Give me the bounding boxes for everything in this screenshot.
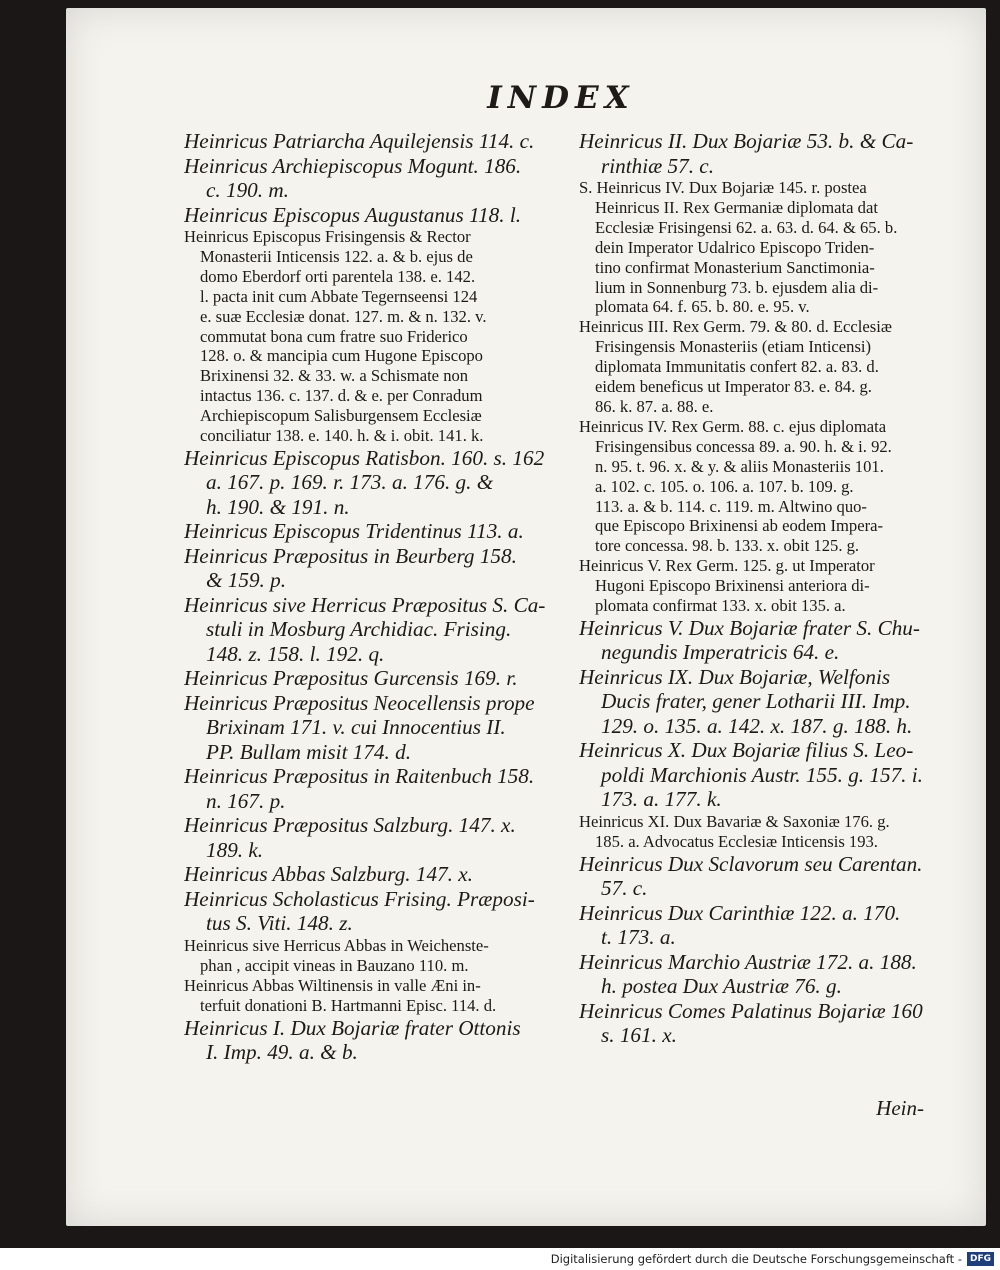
index-entry-line: n. 95. t. 96. x. & y. & aliis Monasteriis 101. [595, 456, 884, 476]
index-entry-line: Heinricus Abbas Salzburg. 147. x. [184, 862, 473, 887]
index-entry [184, 544, 556, 593]
index-entry [184, 446, 556, 520]
index-entry-line: intactus 136. c. 137. d. & e. per Conradum [200, 386, 483, 406]
index-entry [579, 616, 957, 665]
index-entry [579, 178, 957, 317]
index-entry-line: plomata confirmat 133. x. obit 135. a. [595, 596, 846, 616]
index-entry-line: Frisingensis Monasteriis (etiam Inticensi) [595, 337, 872, 357]
index-entry-line: 173. a. 177. k. [601, 787, 722, 812]
index-entry-line: conciliatur 138. e. 140. h. & i. obit. 141. k. [200, 426, 484, 446]
index-entry [579, 317, 957, 417]
index-entry-line: Heinricus II. Dux Bojariæ 53. b. & Ca- [579, 129, 914, 153]
index-entry [579, 812, 957, 852]
index-entry [184, 887, 556, 936]
index-entry-line: Heinricus V. Rex Germ. 125. g. ut Imperator [579, 556, 875, 576]
index-entry-line: Heinricus Episcopus Tridentinus 113. a. [184, 519, 524, 544]
index-entry-line: 57. c. [601, 876, 648, 901]
index-entry-line: stuli in Mosburg Archidiac. Frising. [206, 617, 512, 642]
index-entry-line: e. suæ Ecclesiæ donat. 127. m. & n. 132. v. [200, 306, 487, 326]
index-entry-line: 189. k. [206, 837, 264, 862]
index-entry-line: Heinricus Patriarcha Aquilejensis 114. c. [184, 129, 535, 153]
index-entry [184, 666, 556, 691]
index-entry [184, 129, 556, 154]
index-entry [184, 154, 556, 203]
index-entry-line: eidem beneficus ut Imperator 83. e. 84. g. [595, 377, 872, 397]
index-entry-line: 86. k. 87. a. 88. e. [595, 396, 714, 416]
index-entry-line: PP. Bullam misit 174. d. [206, 739, 412, 764]
index-entry-line: s. 161. x. [601, 1023, 677, 1048]
index-entry [184, 764, 556, 813]
index-entry-line: Heinricus Episcopus Frisingensis & Rector [184, 227, 471, 246]
index-entry [579, 417, 957, 556]
index-entry-line: a. 167. p. 169. r. 173. a. 176. g. & [206, 470, 494, 495]
index-entry-line: terfuit donationi B. Hartmanni Episc. 114. d. [200, 995, 497, 1015]
index-entry-line: 185. a. Advocatus Ecclesiæ Inticensis 193. [595, 831, 878, 851]
index-entry-line: Archiepiscopum Salisburgensem Ecclesiæ [200, 406, 482, 426]
catchword: Hein- [876, 1096, 924, 1120]
index-entry-line: Heinricus Præpositus Salzburg. 147. x. [184, 813, 516, 838]
index-entry-line: Heinricus Archiepiscopus Mogunt. 186. [184, 153, 522, 178]
index-entry [579, 738, 957, 812]
index-entry-line: t. 173. a. [601, 925, 676, 950]
index-entry-line: Heinricus Dux Carinthiæ 122. a. 170. [579, 900, 901, 925]
index-entry-line: Brixinensi 32. & 33. w. a Schismate non [200, 366, 469, 386]
index-entry-line: I. Imp. 49. a. & b. [206, 1040, 358, 1065]
index-entry-line: tino confirmat Monasterium Sanctimonia- [595, 257, 875, 277]
index-entry-line: c. 190. m. [206, 178, 289, 202]
index-entry-line: Heinricus Scholasticus Frising. Præposi- [184, 886, 535, 911]
index-entry-line: tus S. Viti. 148. z. [206, 911, 353, 936]
index-entry-line: 129. o. 135. a. 142. x. 187. g. 188. h. [601, 713, 913, 738]
index-entry-line: plomata 64. f. 65. b. 80. e. 95. v. [595, 297, 810, 317]
index-entry-line: Heinricus Episcopus Ratisbon. 160. s. 162 [184, 445, 545, 470]
index-entry-line: negundis Imperatricis 64. e. [601, 640, 840, 665]
index-entry-line: poldi Marchionis Austr. 155. g. 157. i. [601, 762, 923, 787]
index-entry-line: Heinricus Abbas Wiltinensis in valle Æni in- [184, 975, 481, 995]
index-entry-line: Heinricus Dux Sclavorum seu Carentan. [579, 851, 923, 876]
index-entry-line: Heinricus Præpositus in Raitenbuch 158. [184, 764, 535, 789]
index-entry-line: Heinricus IV. Rex Germ. 88. c. ejus diplomata [579, 416, 887, 436]
index-entry-line: Heinricus I. Dux Bojariæ frater Ottonis [184, 1015, 521, 1040]
index-entry [579, 950, 957, 999]
index-entry-line: Heinricus IX. Dux Bojariæ, Welfonis [579, 664, 891, 689]
index-entry [579, 129, 957, 178]
index-entry [184, 227, 556, 446]
index-entry-line: Heinricus Præpositus Gurcensis 169. r. [184, 666, 518, 691]
index-entry-line: a. 102. c. 105. o. 106. a. 107. b. 109. g. [595, 476, 854, 496]
index-entry [184, 936, 556, 976]
index-entry-line: Heinricus Præpositus in Beurberg 158. [184, 543, 517, 568]
index-entry-line: h. postea Dux Austriæ 76. g. [601, 974, 842, 999]
index-entry [579, 852, 957, 901]
index-entry-line: h. 190. & 191. n. [206, 494, 350, 519]
index-entry-line: Heinricus II. Rex Germaniæ diplomata dat [595, 197, 878, 217]
index-entry [579, 901, 957, 950]
index-entry-line: Heinricus sive Herricus Abbas in Weichenste- [184, 935, 489, 955]
index-entry-line: phan , accipit vineas in Bauzano 110. m. [200, 955, 469, 975]
index-entry-line: Heinricus Marchio Austriæ 172. a. 188. [579, 949, 917, 974]
footer-bar [0, 1248, 1000, 1270]
index-entry-line: Heinricus Comes Palatinus Bojariæ 160 [579, 998, 923, 1023]
index-entry-line: Heinricus sive Herricus Præpositus S. Ca- [184, 592, 546, 617]
index-entry-line: n. 167. p. [206, 788, 286, 813]
index-entry [184, 593, 556, 667]
index-entry [184, 862, 556, 887]
index-entry [579, 999, 957, 1048]
index-entry-line: domo Eberdorf orti parentela 138. e. 142. [200, 266, 476, 286]
index-entry-line: tore concessa. 98. b. 133. x. obit 125. g. [595, 536, 860, 556]
index-entry-line: Monasterii Inticensis 122. a. & b. ejus de [200, 246, 473, 266]
index-entry-line: 113. a. & b. 114. c. 119. m. Altwino quo- [595, 496, 867, 516]
index-entry [184, 691, 556, 765]
index-entry-line: Heinricus Præpositus Neocellensis prope [184, 690, 535, 715]
index-entry-line: l. pacta init cum Abbate Tegernseensi 124 [200, 286, 478, 306]
index-entry [579, 556, 957, 616]
book-page [66, 8, 986, 1226]
index-entry-line: que Episcopo Brixinensi ab eodem Impera- [595, 516, 884, 536]
index-entry-line: Heinricus X. Dux Bojariæ filius S. Leo- [579, 738, 914, 763]
index-entry-line: Ducis frater, gener Lotharii III. Imp. [601, 689, 911, 714]
index-entry-line: Ecclesiæ Frisingensi 62. a. 63. d. 64. & 65. b. [595, 217, 898, 237]
index-entry-line: rinthiæ 57. c. [601, 153, 715, 178]
page-header: INDEX [487, 80, 635, 116]
index-entry-line: Heinricus XI. Dux Bavariæ & Saxoniæ 176. g. [579, 811, 890, 831]
index-entry-line: commutat bona cum fratre suo Friderico [200, 326, 468, 346]
index-entry [184, 813, 556, 862]
index-entry [184, 976, 556, 1016]
index-entry-line: & 159. p. [206, 568, 287, 593]
index-entry-line: 128. o. & mancipia cum Hugone Episcopo [200, 346, 483, 366]
index-entry-line: dein Imperator Udalrico Episcopo Triden- [595, 237, 875, 257]
index-column-left [184, 129, 556, 1065]
index-entry [579, 665, 957, 739]
index-entry-line: Frisingensibus concessa 89. a. 90. h. & i. 92. [595, 436, 892, 456]
index-entry-line: Heinricus Episcopus Augustanus 118. l. [184, 202, 522, 227]
index-entry-line: S. Heinricus IV. Dux Bojariæ 145. r. postea [579, 178, 867, 197]
dfg-logo-icon: DFG [967, 1252, 994, 1266]
index-column-right [579, 129, 957, 1048]
index-entry-line: diplomata Immunitatis confert 82. a. 83. d. [595, 357, 879, 377]
index-entry-line: lium in Sonnenburg 73. b. ejusdem alia di- [595, 277, 879, 297]
index-entry [184, 1016, 556, 1065]
index-entry [184, 519, 556, 544]
index-entry-line: Heinricus III. Rex Germ. 79. & 80. d. Ecclesiæ [579, 317, 892, 337]
index-entry-line: Brixinam 171. v. cui Innocentius II. [206, 715, 506, 740]
footer-credit: Digitalisierung gefördert durch die Deutsche Forschungsgemeinschaft - [550, 1252, 962, 1266]
index-entry-line: 148. z. 158. l. 192. q. [206, 641, 385, 666]
index-entry-line: Heinricus V. Dux Bojariæ frater S. Chu- [579, 615, 920, 640]
index-entry [184, 203, 556, 228]
index-entry-line: Hugoni Episcopo Brixinensi anteriora di- [595, 576, 870, 596]
